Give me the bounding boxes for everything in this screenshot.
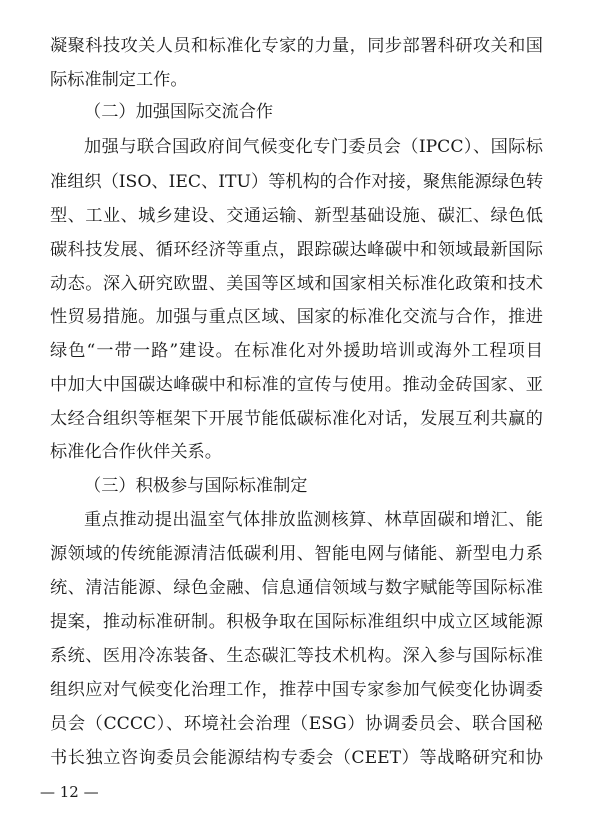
paragraph-line: 中加大中国碳达峰碳中和标准的宣传与使用。推动金砖国家、亚 — [50, 375, 543, 395]
paragraph-line: 重点推动提出温室气体排放监测核算、林草固碳和增汇、能 — [84, 510, 543, 530]
paragraph-line: 系统、医用冷冻装备、生态碳汇等技术机构。深入参与国际标准 — [50, 646, 543, 666]
paragraph-line: 准组织（ISO、IEC、ITU）等机构的合作对接，聚焦能源绿色转 — [50, 172, 543, 192]
paragraph-line: 统、清洁能源、绿色金融、信息通信领域与数字赋能等国际标准 — [50, 578, 543, 598]
paragraph-line: 型、工业、城乡建设、交通运输、新型基础设施、碳汇、绿色低 — [50, 206, 543, 226]
paragraph-line: 加强与联合国政府间气候变化专门委员会（IPCC）、国际标 — [84, 137, 543, 157]
paragraph-line: 提案，推动标准研制。积极争取在国际标准组织中成立区域能源 — [50, 612, 543, 632]
paragraph-line: 碳科技发展、循环经济等重点，跟踪碳达峰碳中和领域最新国际 — [50, 240, 543, 260]
paragraph-line: 太经合组织等框架下开展节能低碳标准化对话，发展互利共赢的 — [50, 409, 543, 429]
paragraph-line: 组织应对气候变化治理工作，推荐中国专家参加气候变化协调委 — [50, 680, 543, 700]
paragraph-line: 员会（CCCC）、环境社会治理（ESG）协调委员会、联合国秘 — [50, 714, 543, 734]
paragraph-line: 绿色“一带一路”建设。在标准化对外援助培训或海外工程项目 — [50, 341, 543, 361]
paragraph-line: 凝聚科技攻关人员和标准化专家的力量，同步部署科研攻关和国 — [50, 36, 543, 56]
paragraph-line: 标准化合作伙伴关系。 — [50, 442, 222, 462]
paragraph-line: 书长独立咨询委员会能源结构专委会（CEET）等战略研究和协 — [50, 748, 543, 768]
section-heading: （二）加强国际交流合作 — [84, 102, 274, 122]
section-heading: （三）积极参与国际标准制定 — [84, 476, 308, 496]
paragraph-line: 际标准制定工作。 — [50, 70, 188, 90]
paragraph-line: 性贸易措施。加强与重点区域、国家的标准化交流与合作，推进 — [50, 307, 543, 327]
page-number: — 12 — — [40, 783, 99, 801]
paragraph-line: 源领域的传统能源清洁低碳利用、智能电网与储能、新型电力系 — [50, 544, 543, 564]
paragraph-line: 动态。深入研究欧盟、美国等区域和国家相关标准化政策和技术 — [50, 274, 543, 294]
